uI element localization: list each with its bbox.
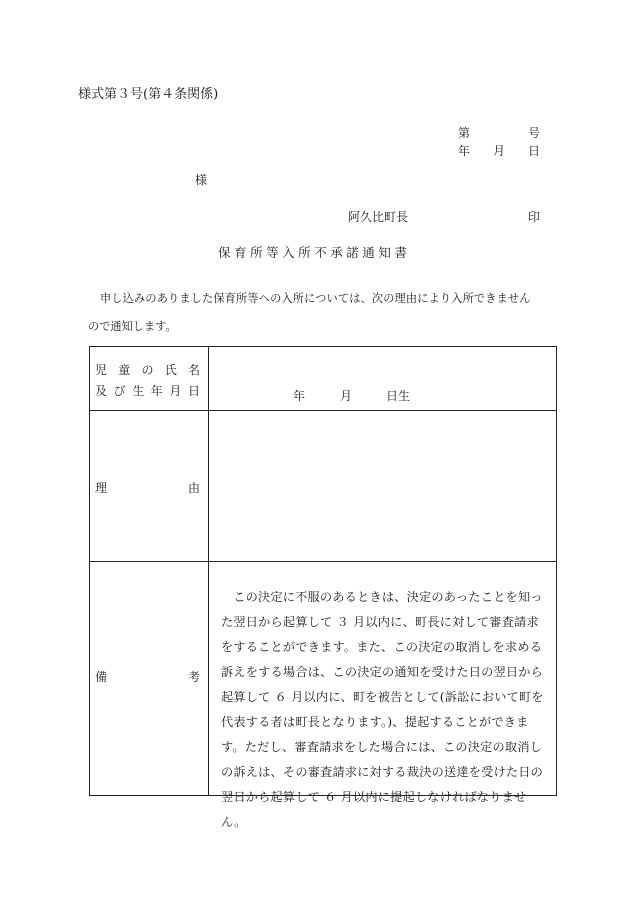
table-row-divider: [90, 410, 556, 411]
notice-table: [89, 346, 557, 829]
label-char: 日: [187, 384, 200, 398]
label-char: 氏: [164, 363, 177, 377]
label-char: 生: [132, 384, 145, 398]
addressee-suffix: 様: [195, 173, 208, 187]
intro-line-1: 申し込みのありました保育所等への入所については、次の理由により入所できません: [100, 292, 531, 305]
title-char: 等: [266, 245, 279, 260]
birth-month-label: 月: [340, 389, 353, 403]
reason-label-left: 理: [95, 481, 108, 495]
label-char: 児: [95, 363, 108, 377]
ref-number-go: 号: [528, 126, 541, 140]
child-name-label-line1: [95, 361, 200, 378]
label-char: び: [113, 384, 126, 398]
table-row-divider: [90, 561, 556, 562]
intro-line-2: ので通知します。: [88, 320, 177, 333]
form-number: 様式第３号(第４条関係): [78, 87, 219, 102]
title-char: 所: [250, 245, 263, 260]
label-char: 年: [150, 384, 163, 398]
label-char: 名: [187, 363, 200, 377]
label-char: の: [141, 363, 154, 377]
label-char: 童: [118, 363, 131, 377]
birth-day-label: 日生: [386, 389, 411, 403]
title-char: 承: [330, 245, 343, 260]
remarks-text: この決定に不服のあるときは、決定のあったことを知った翌日から起算して ３ 月以内に、町長に対して審査請求をすることができます。また、この決定の取消しを求める訴えをする場合は、この決定の通知を受けた日の翌日から起算して ６ 月以内に、町を被告として(訴訟において町を代表する者は町長となります。)、提起することができます。ただし、審査請求をした場合には、この決定の取消しの訴えは、その審査請求に対する裁決の送達を受けた日の翌日から起算して ６ 月以内に提起しなければなりません。: [221, 590, 544, 829]
title-char: 書: [394, 245, 407, 260]
table-column-divider: [208, 347, 209, 795]
date-year: 年: [458, 144, 471, 158]
label-char: 月: [169, 384, 182, 398]
date-day: 日: [528, 144, 541, 158]
document-title: [218, 243, 407, 261]
ref-number-dai: 第: [458, 126, 471, 140]
reason-label-right: 由: [188, 481, 201, 495]
title-char: 所: [298, 245, 311, 260]
issuer-name: 阿久比町長: [348, 210, 409, 224]
title-char: 入: [282, 245, 295, 260]
seal-mark: 印: [528, 210, 541, 224]
title-char: 通: [362, 245, 375, 260]
date-month: 月: [493, 144, 506, 158]
remarks-label-right: 考: [188, 670, 201, 684]
title-char: 保: [218, 245, 231, 260]
title-char: 知: [378, 245, 391, 260]
birth-year-label: 年: [293, 389, 306, 403]
title-char: 諾: [346, 245, 359, 260]
label-char: 及: [95, 384, 108, 398]
remarks-label-left: 備: [95, 670, 108, 684]
child-birthdate-label-line2: [95, 382, 200, 399]
title-char: 育: [234, 245, 247, 260]
title-char: 不: [314, 245, 327, 260]
